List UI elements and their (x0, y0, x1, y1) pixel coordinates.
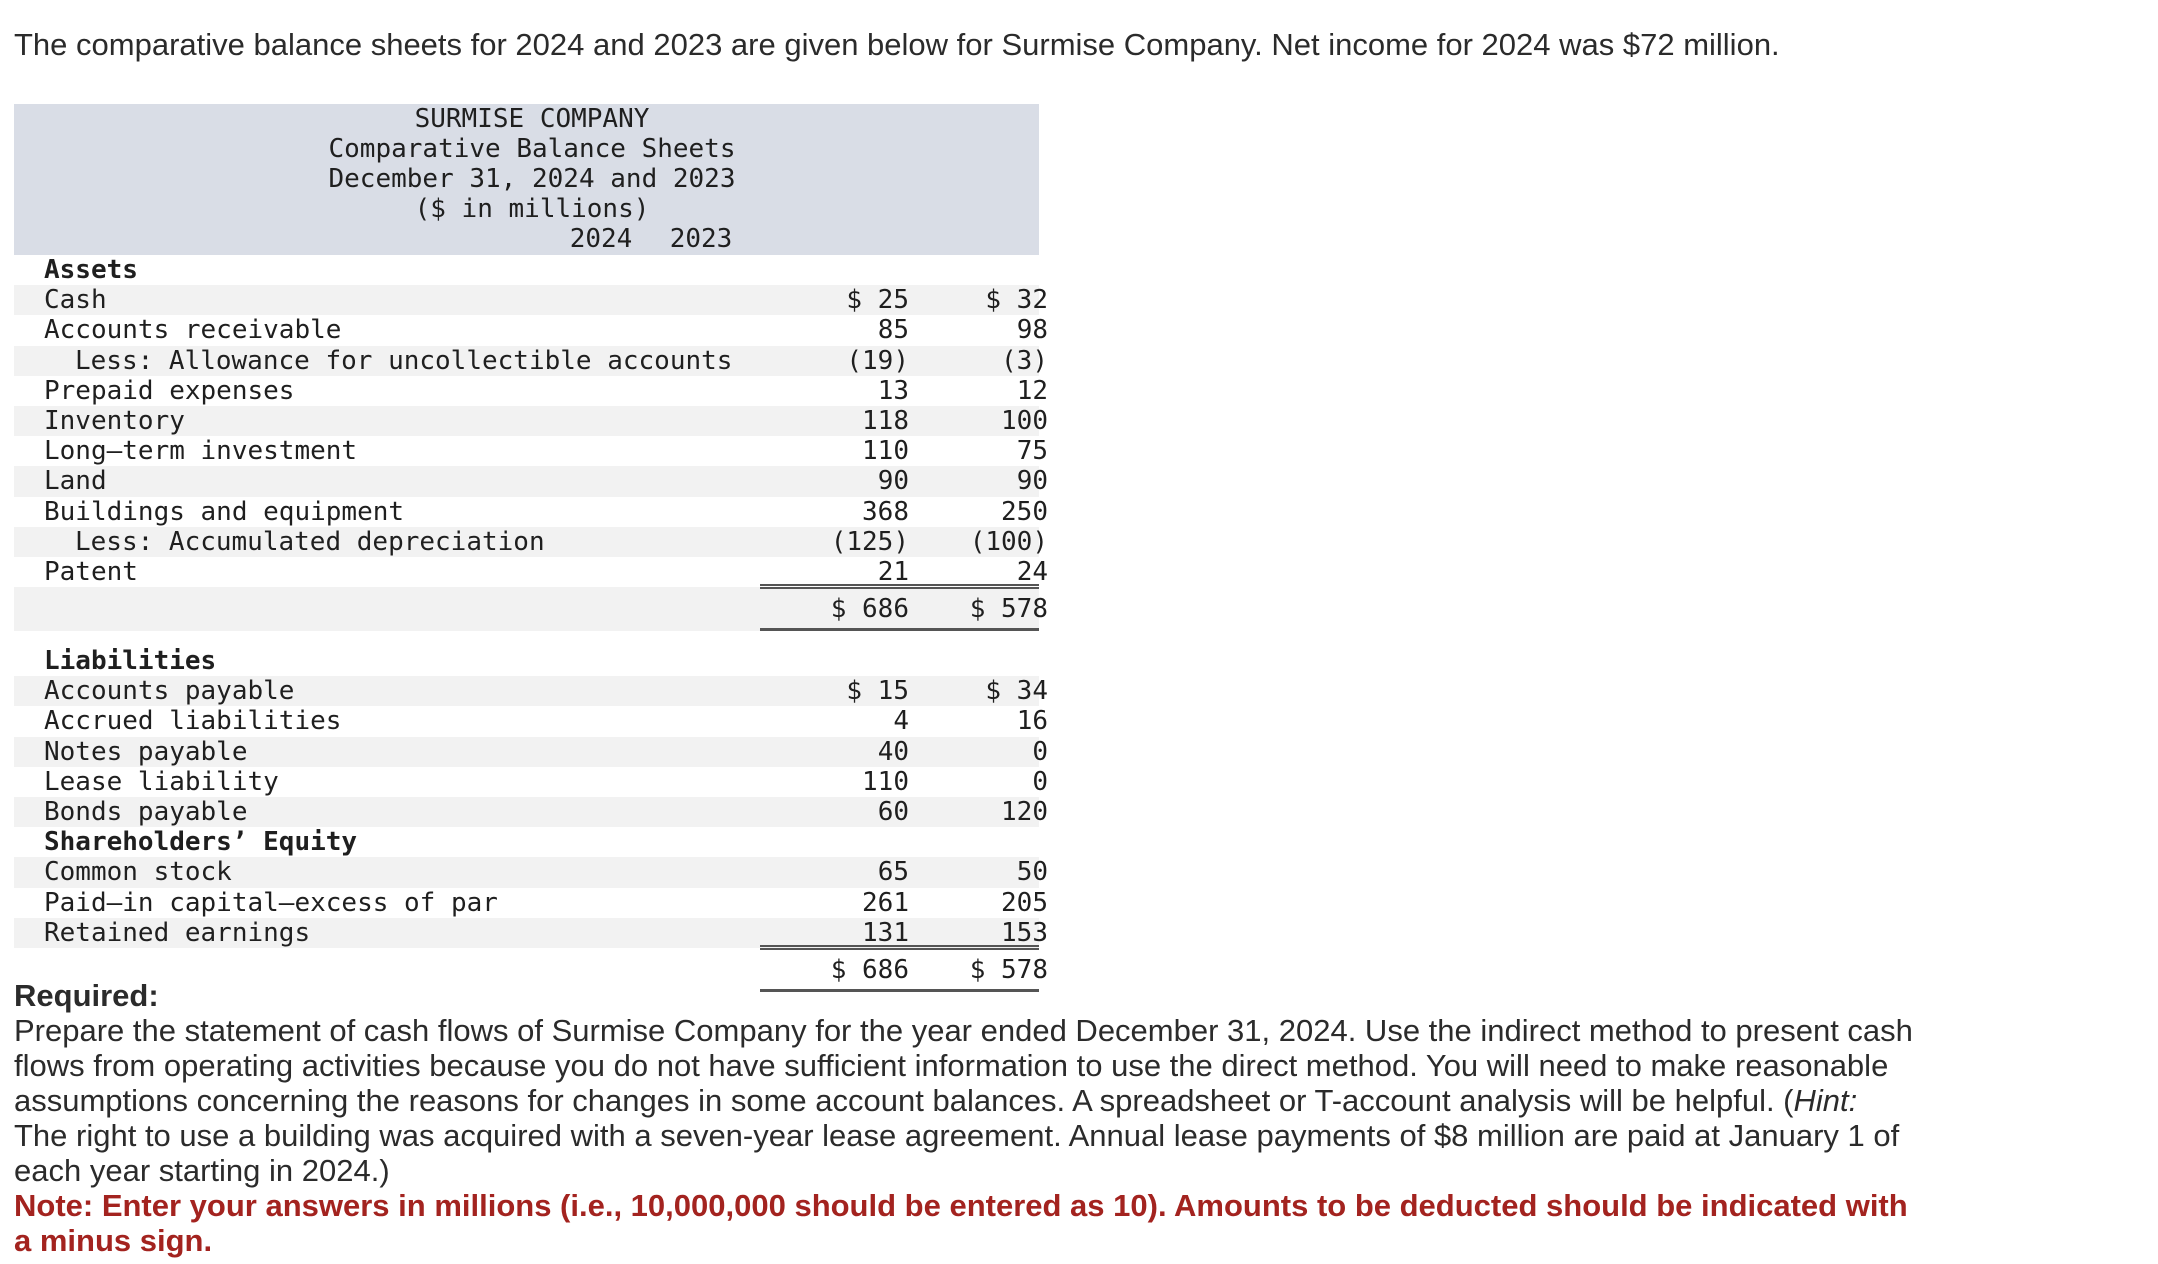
liabilities-heading (14, 646, 1039, 676)
row-label: Assets (44, 255, 138, 285)
equity-heading (14, 827, 1039, 857)
value-2023: $ 34 (985, 676, 1048, 707)
table-header (14, 104, 1039, 255)
required-text-1: Prepare the statement of cash flows of Surmise Company for the year ended December 31, 2024. Use the indirect method to present cash flows from operating activities because you do not have sufficient information to use the direct method. You will need to make reasonable assumptions concerning the reasons for changes in some account balances. A spreadsheet or T-account analysis will be helpful. ( (14, 1013, 1913, 1118)
row-label: Less: Allowance for uncollectible accounts (75, 345, 733, 376)
equity-row (14, 887, 1048, 918)
value-2024: (125) (830, 526, 909, 557)
year-2024-header: 2024 (569, 224, 633, 254)
row-label: Shareholders’ Equity (44, 827, 358, 858)
row-label: Cash (44, 285, 107, 316)
total-assets-row (14, 587, 1048, 631)
value-2024: 60 (877, 797, 909, 827)
value-2023: 90 (1016, 466, 1048, 497)
required-instructions (14, 1013, 1914, 1188)
asset-row (14, 345, 1048, 376)
value-2023: $ 578 (969, 594, 1048, 625)
asset-row (14, 526, 1048, 557)
value-2023: $ 32 (985, 285, 1048, 316)
row-label: Inventory (44, 405, 185, 436)
value-2023: 153 (1001, 917, 1048, 948)
asset-row (14, 496, 1048, 527)
value-2023: (100) (969, 526, 1048, 557)
value-2024: 110 (862, 766, 909, 797)
value-2024: 261 (862, 887, 909, 918)
value-2024: 90 (877, 466, 909, 497)
balance-sheet-table (14, 104, 1048, 992)
row-label: Buildings and equipment (44, 496, 405, 527)
value-2024: $ 686 (830, 954, 909, 985)
value-2023: 100 (1001, 405, 1048, 436)
row-label: Paid–in capital–excess of par (44, 887, 498, 918)
entry-note: Note: Enter your answers in millions (i.e., 10,000,000 should be entered as 10). Amounts to be deducted should be indicated with a minus sign. (14, 1188, 1908, 1258)
value-2023: 16 (1016, 706, 1048, 737)
value-2024: $ 25 (846, 285, 909, 316)
row-label: Prepaid expenses (44, 375, 295, 406)
asset-row (14, 556, 1048, 587)
assets-heading (14, 255, 1039, 285)
liability-row (14, 676, 1048, 707)
value-2023: 24 (1016, 556, 1048, 587)
value-2023: 98 (1016, 315, 1048, 346)
value-2023: 12 (1016, 375, 1048, 406)
value-2023: 120 (1001, 797, 1048, 827)
row-label: Retained earnings (44, 917, 311, 948)
statement-name: Comparative Balance Sheets (328, 134, 736, 164)
value-2023: 205 (1001, 887, 1048, 918)
table-title (314, 104, 750, 224)
value-2024: (19) (846, 345, 909, 376)
liability-row (14, 736, 1048, 767)
equity-row (14, 917, 1048, 948)
value-2024: 4 (893, 706, 909, 737)
asset-row (14, 315, 1048, 346)
value-2023: 250 (1001, 496, 1048, 527)
liability-row (14, 797, 1048, 827)
liability-row (14, 766, 1048, 797)
value-2023: 75 (1016, 436, 1048, 467)
value-2023: $ 578 (969, 954, 1048, 985)
row-label: Long–term investment (44, 436, 358, 467)
row-label: Accrued liabilities (44, 706, 342, 737)
row-label: Patent (44, 556, 138, 587)
statement-date: December 31, 2024 and 2023 (328, 164, 736, 194)
value-2024: 21 (877, 556, 909, 587)
asset-row (14, 466, 1048, 497)
value-2024: 118 (862, 405, 909, 436)
value-2023: (3) (1001, 345, 1048, 376)
value-2024: 368 (862, 496, 909, 527)
equity-row (14, 857, 1048, 888)
year-2023-header: 2023 (669, 224, 733, 254)
asset-row (14, 405, 1048, 436)
value-2024: 65 (877, 857, 909, 888)
value-2024: $ 15 (846, 676, 909, 707)
value-2024: $ 686 (830, 594, 909, 625)
value-2024: 13 (877, 375, 909, 406)
row-label: Less: Accumulated depreciation (75, 526, 545, 557)
row-label: Liabilities (44, 646, 217, 677)
hint-label: Hint: (1793, 1083, 1858, 1118)
row-label: Common stock (44, 857, 232, 888)
asset-row (14, 436, 1048, 467)
asset-row (14, 285, 1048, 316)
value-2024: 40 (877, 736, 909, 767)
row-label: Lease liability (44, 766, 279, 797)
row-label: Notes payable (44, 736, 248, 767)
value-2023: 0 (1032, 766, 1048, 797)
value-2023: 0 (1032, 736, 1048, 767)
liability-row (14, 706, 1048, 737)
value-2024: 110 (862, 436, 909, 467)
company-name: SURMISE COMPANY (414, 104, 650, 134)
section-spacer (14, 631, 1039, 646)
required-heading: Required: (14, 978, 159, 1013)
row-label: Accounts receivable (44, 315, 342, 346)
row-label: Accounts payable (44, 676, 295, 707)
value-2023: 50 (1016, 857, 1048, 888)
value-2024: 85 (877, 315, 909, 346)
intro-text: The comparative balance sheets for 2024 and 2023 are given below for Surmise Company. Net income for 2024 was $72 million. (14, 27, 1780, 62)
row-label: Land (44, 466, 107, 497)
table-body (14, 255, 1048, 992)
row-label: Bonds payable (44, 797, 248, 827)
required-section (14, 978, 1914, 1258)
required-text-2: The right to use a building was acquired with a seven-year lease agreement. Annual lease payments of $8 million are paid at January 1 of each year starting in 2024.) (14, 1118, 1900, 1188)
value-2024: 131 (862, 917, 909, 948)
asset-row (14, 375, 1048, 406)
statement-units: ($ in millions) (414, 194, 650, 224)
